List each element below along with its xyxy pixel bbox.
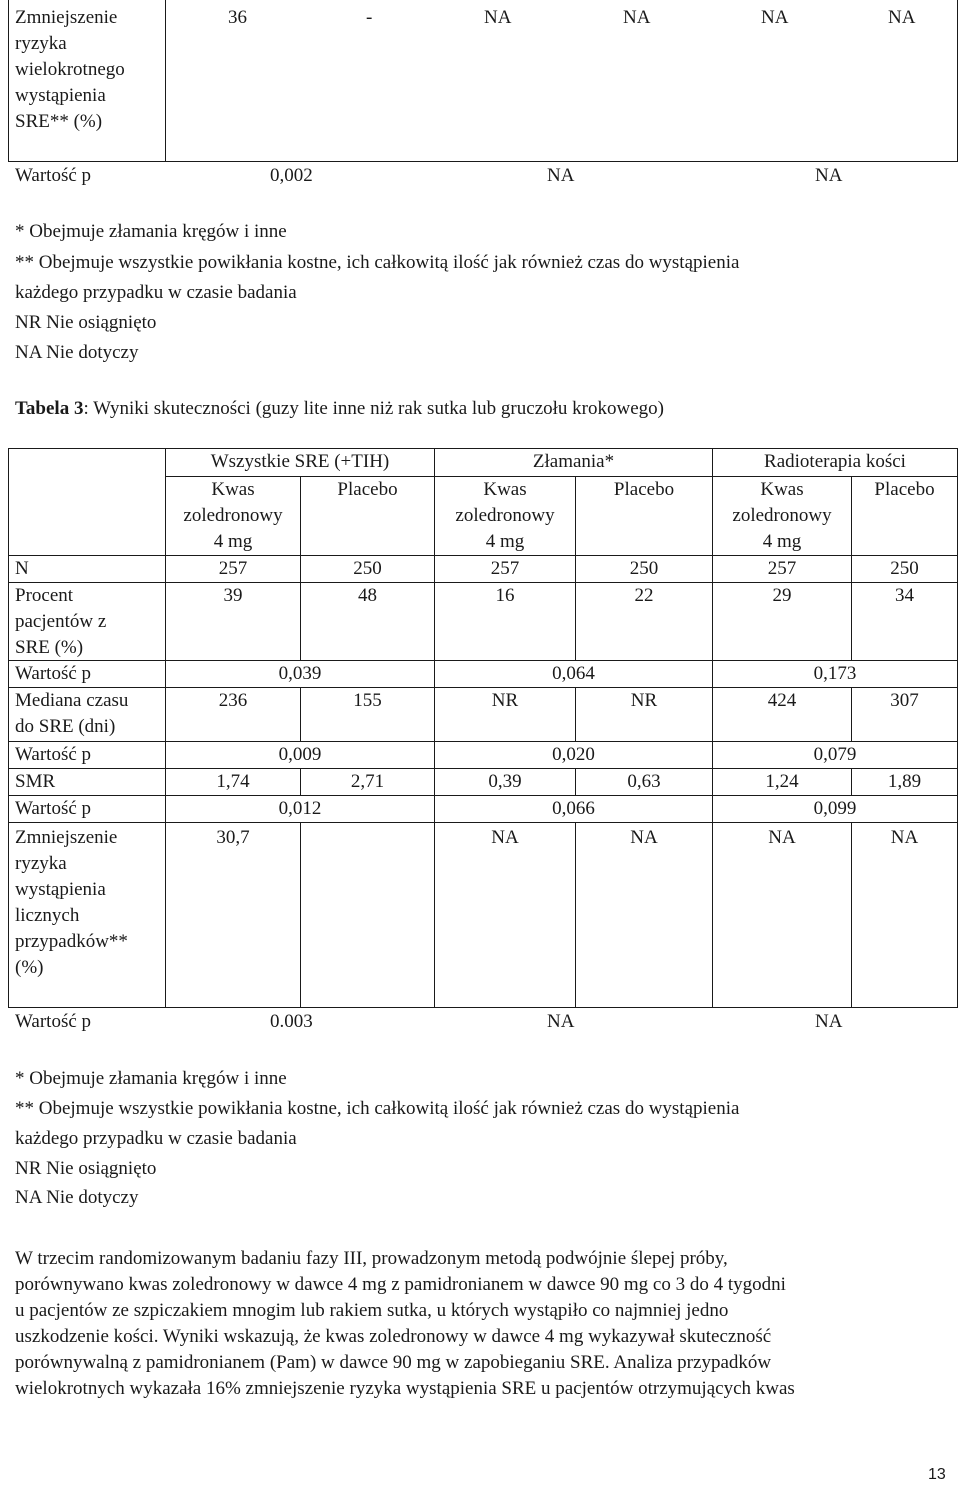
drug-header: zoledronowy: [183, 505, 283, 526]
page-number: 13: [928, 1466, 946, 1483]
row-label-line: ryzyka: [15, 33, 67, 54]
table-cell: NA: [768, 827, 796, 848]
table-cell: -: [366, 7, 373, 28]
drug-header: zoledronowy: [732, 505, 832, 526]
footnote: NA Nie dotyczy: [15, 342, 139, 363]
table-cell: 250: [629, 558, 659, 579]
table-cell: 2,71: [350, 771, 385, 792]
pvalue: NA: [815, 165, 843, 186]
placebo-header: Placebo: [874, 479, 935, 500]
pvalue: 0,079: [813, 744, 857, 765]
table-cell: 250: [353, 558, 382, 579]
pvalue: 0,099: [813, 798, 857, 819]
row-label: Wartość p: [15, 663, 92, 684]
footnote: każdego przypadku w czasie badania: [15, 282, 297, 303]
row-label: Wartość p: [15, 798, 92, 819]
table-cell: 257: [490, 558, 520, 579]
row-label: ryzyka: [15, 853, 67, 874]
row-label: Zmniejszenie: [15, 827, 118, 848]
group-header: Wszystkie SRE (+TIH): [210, 451, 390, 472]
drug-header: Kwas: [483, 479, 527, 500]
footnote: * Obejmuje złamania kręgów i inne: [15, 1068, 287, 1089]
row-label: do SRE (dni): [15, 716, 116, 737]
pvalue: 0,009: [278, 744, 322, 765]
table-cell: 155: [353, 690, 382, 711]
row-label-line: wielokrotnego: [15, 59, 125, 80]
row-label-line: wystąpienia: [15, 85, 106, 106]
pvalue: 0,020: [552, 744, 595, 765]
row-label-line: Zmniejszenie: [15, 7, 118, 28]
row-label: N: [15, 558, 29, 579]
footnote: NR Nie osiągnięto: [15, 1158, 157, 1179]
table-cell: 0,39: [488, 771, 522, 792]
table-cell: 307: [890, 690, 919, 711]
table-cell: 22: [634, 585, 654, 606]
caption-text: : Wyniki skuteczności (guzy lite inne niż rak sutka lub gruczołu krokowego): [83, 398, 664, 419]
footnote: NR Nie osiągnięto: [15, 312, 157, 333]
pvalue: 0,002: [270, 165, 313, 186]
footnote: każdego przypadku w czasie badania: [15, 1128, 297, 1149]
footnote: NA Nie dotyczy: [15, 1187, 139, 1208]
paragraph-line: W trzecim randomizowanym badaniu fazy III, prowadzonym metodą podwójnie ślepej próby,: [15, 1248, 728, 1269]
table-caption: [15, 396, 664, 422]
paragraph-line: wielokrotnych wykazała 16% zmniejszenie ryzyka wystąpienia SRE u pacjentów otrzymujących kwas: [15, 1378, 795, 1399]
paragraph-line: porównywalną z pamidronianem (Pam) w dawce 90 mg w zapobieganiu SRE. Analiza przypadków: [15, 1352, 772, 1373]
table-cell: 257: [218, 558, 248, 579]
drug-header: 4 mg: [213, 531, 253, 552]
drug-header: 4 mg: [485, 531, 525, 552]
drug-header: zoledronowy: [455, 505, 555, 526]
pvalue: 0.003: [270, 1011, 313, 1032]
table-cell: 16: [495, 585, 515, 606]
pvalue: 0,039: [278, 663, 322, 684]
table-cell: 424: [767, 690, 797, 711]
table-cell: NA: [623, 7, 651, 28]
row-label: Wartość p: [15, 1011, 92, 1032]
table-cell: 30,7: [216, 827, 250, 848]
row-label: (%): [15, 957, 44, 978]
paragraph-line: uszkodzenie kości. Wyniki wskazują, że kwas zoledronowy w dawce 4 mg wykazywał skuteczność: [15, 1326, 772, 1347]
drug-header: Kwas: [760, 479, 804, 500]
row-label: Procent: [15, 585, 74, 606]
row-label: Wartość p: [15, 744, 92, 765]
table-cell: 36: [228, 7, 247, 28]
row-label: SRE (%): [15, 637, 84, 658]
pvalue-label: Wartość p: [15, 165, 92, 186]
placebo-header: Placebo: [613, 479, 675, 500]
table-cell: 236: [218, 690, 248, 711]
table-cell: 34: [895, 585, 914, 606]
pvalue: NA: [547, 1011, 575, 1032]
caption-label: Tabela 3: [15, 398, 84, 419]
pvalue: 0,064: [552, 663, 595, 684]
table-cell: 1,24: [765, 771, 799, 792]
table-cell: NR: [630, 690, 658, 711]
paragraph-line: u pacjentów ze szpiczakiem mnogim lub rakiem sutka, u których wystąpiło co najmniej jedno: [15, 1300, 729, 1321]
table-cell: 29: [772, 585, 792, 606]
placebo-header: Placebo: [337, 479, 398, 500]
pvalue: 0,066: [552, 798, 595, 819]
table-cell: 39: [223, 585, 243, 606]
table-cell: 1,74: [216, 771, 250, 792]
row-label: Mediana czasu: [15, 690, 129, 711]
table-cell: NA: [491, 827, 519, 848]
row-label: przypadków**: [15, 931, 128, 952]
pvalue: 0,173: [813, 663, 857, 684]
footnote: ** Obejmuje wszystkie powikłania kostne, ich całkowitą ilość jak również czas do wystąpienia: [15, 1098, 740, 1119]
table-cell: 250: [890, 558, 919, 579]
drug-header: 4 mg: [762, 531, 802, 552]
paragraph-line: porównywano kwas zoledronowy w dawce 4 mg z pamidronianem w dawce 90 mg co 3 do 4 tygodni: [15, 1274, 786, 1295]
table-cell: NA: [761, 7, 789, 28]
footnote: * Obejmuje złamania kręgów i inne: [15, 221, 287, 242]
table-cell: NA: [890, 827, 919, 848]
row-label: licznych: [15, 905, 80, 926]
row-label-line: SRE** (%): [15, 111, 103, 132]
group-header: Złamania*: [532, 451, 615, 472]
group-header: Radioterapia kości: [764, 451, 906, 472]
row-label: wystąpienia: [15, 879, 106, 900]
row-label: pacjentów z: [15, 611, 107, 632]
table-cell: NA: [484, 7, 512, 28]
table-cell: NA: [888, 7, 916, 28]
drug-header: Kwas: [211, 479, 255, 500]
table-cell: 0,63: [627, 771, 661, 792]
table-cell: NR: [491, 690, 519, 711]
pvalue: NA: [547, 165, 575, 186]
footnote: ** Obejmuje wszystkie powikłania kostne, ich całkowitą ilość jak również czas do wystąpienia: [15, 252, 740, 273]
pvalue: NA: [815, 1011, 843, 1032]
table-cell: NA: [630, 827, 658, 848]
pvalue: 0,012: [278, 798, 322, 819]
table-cell: 1,89: [887, 771, 922, 792]
row-label: SMR: [15, 771, 56, 792]
table-cell: 48: [358, 585, 377, 606]
table-cell: 257: [767, 558, 797, 579]
